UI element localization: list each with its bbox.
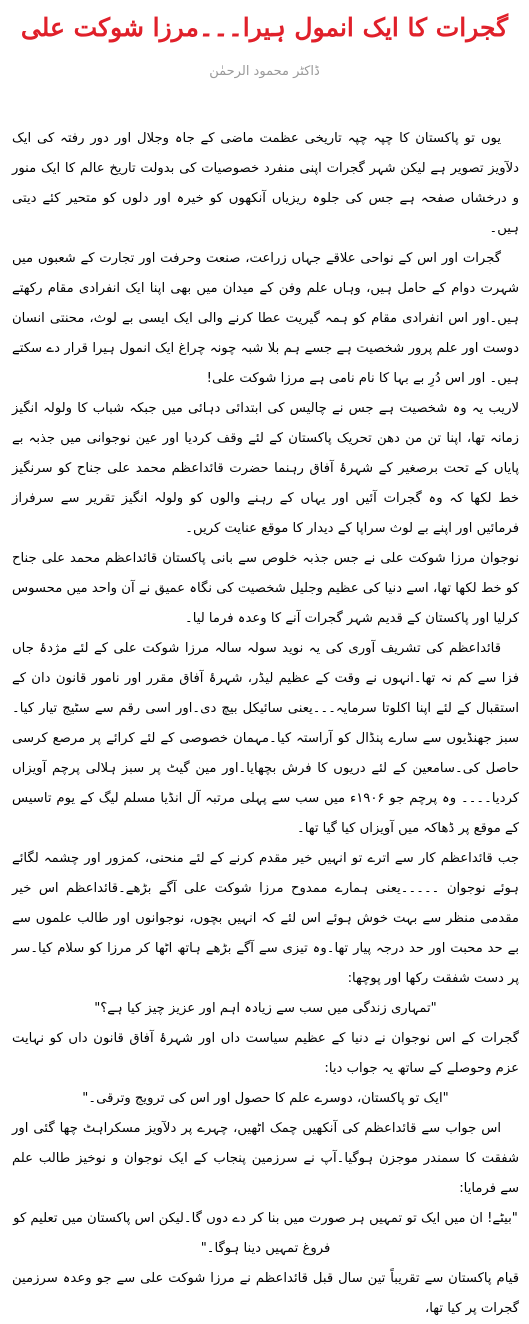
article-paragraph: قیام پاکستان سے تقریباً تین سال قبل قائداعظم نے مرزا شوکت علی سے جو وعدہ سرزمین گجرات پر کیا تھا، xyxy=(12,1271,519,1316)
quote-answer: "ایک تو پاکستان، دوسرے علم کا حصول اور اس کی ترویج وترقی۔" xyxy=(82,1091,449,1106)
article-body xyxy=(12,124,519,1324)
article-paragraph: گجرات کے اس نوجوان نے دنیا کے عظیم سیاست داں اور شہرۂ آفاق قانون داں کو نہایت عزم وحوصلے کے ساتھ یہ جواب دیا: xyxy=(12,1031,519,1076)
author-byline: ڈاکٹر محمود الرحمٰن xyxy=(209,64,320,79)
article-paragraph: یوں تو پاکستان کا چپہ چپہ تاریخی عظمت ماضی کے جاہ وجلال اور دور رفتہ کی ایک دلآویز تصویر ہے لیکن شہر گجرات اپنی منفرد خصوصیات کی بدولت تاریخ عالم کا ایک منور و درخشاں صفحہ ہے جس کی جلوہ ریزیاں آنکھوں کو خیرہ اور دلوں کو متحیر کئے دیتی ہیں۔ xyxy=(12,131,519,236)
article-paragraph: نوجوان مرزا شوکت علی نے جس جذبہ خلوص سے بانی پاکستان قائداعظم محمد علی جناح کو خط لکھا تھا، اسے دنیا کی عظیم وجلیل شخصیت کی نگاہ عمیق نے آن واحد میں محسوس کرلیا اور پاکستان کے قدیم شہر گجرات آنے کا وعدہ فرما لیا۔ xyxy=(12,551,519,626)
article-paragraph: قائداعظم کی تشریف آوری کی یہ نوید سولہ سالہ مرزا شوکت علی کے لئے مژدۂ جاں فزا سے کم نہ تھا۔انہوں نے وقت کے عظیم لیڈر، شہرۂ آفاق مقرر اور نامور قانون دان کے استقبال کے لئے اپنا اکلوتا سرمایہ۔۔۔یعنی سائیکل بیچ دی۔اور اسی رقم سے سٹیج تیار کیا۔سبز جھنڈیوں سے سارے پنڈال کو آراستہ کیا۔مہمان خصوصی کے لئے کرائے پر مرصع کرسی حاصل کی۔سامعین کے لئے دریوں کا فرش بچھایا۔اور مین گیٹ پر سبز ہلالی پرچم آویزاں کردیا۔۔۔۔ وہ پرچم جو ۱۹۰۶ء میں سب سے پہلی مرتبہ آل انڈیا مسلم لیگ کے یوم تاسیس کے موقع پر ڈھاکہ میں آویزاں کیا گیا تھا۔ xyxy=(12,641,519,836)
quote-promise: "بیٹے! ان میں ایک تو تمہیں ہر صورت میں بنا کر دے دوں گا۔لیکن اس پاکستان میں تعلیم کو فروغ تمہیں دینا ہوگا۔" xyxy=(13,1211,518,1256)
article-paragraph: اس جواب سے قائداعظم کی آنکھیں چمک اٹھیں، چہرے پر دلآویز مسکراہٹ چھا گئی اور شفقت کا سمندر موجزن ہوگیا۔آپ نے سرزمین پنجاب کے ایک نوجوان و نوخیز طالب علم سے فرمایا: xyxy=(12,1121,519,1196)
article-paragraph: لاریب یہ وہ شخصیت ہے جس نے چالیس کی ابتدائی دہائی میں جبکہ شباب کا ولولہ انگیز زمانہ تھا، اپنا تن من دھن تحریک پاکستان کے لئے وقف کردیا اور عین نوجوانی میں جذبہ بے پایاں کے تحت برصغیر کے شہرۂ آفاق رہنما حضرت قائداعظم محمد علی جناح کو سرنگیز خط لکھا کہ وہ گجرات آئیں اور یہاں کے رہنے والوں کو ولولہ انگیز تقریر سے سرفراز فرمائیں اور اپنے بے لوث سراپا کے دیدار کا موقع عنایت کریں۔ xyxy=(12,401,519,536)
article-paragraph: جب قائداعظم کار سے اترے تو انہیں خیر مقدم کرنے کے لئے منحنی، کمزور اور چشمہ لگائے ہوئے نوجوان ۔۔۔۔۔یعنی ہمارے ممدوح مرزا شوکت علی آگے بڑھے۔قائداعظم اس خیر مقدمی منظر سے بہت خوش ہوئے اس لئے کہ انہیں بچوں، نوجوانوں اور طالب علموں سے بے حد محبت اور حد درجہ پیار تھا۔وہ تیزی سے آگے بڑھے ہاتھ اٹھا کر مرزا کو سلام کیا۔سر پر دست شفقت رکھا اور پوچھا: xyxy=(12,851,519,986)
article-paragraph: گجرات اور اس کے نواحی علاقے جہاں زراعت، صنعت وحرفت اور تجارت کے شعبوں میں شہرت دوام کے حامل ہیں، وہاں علم وفن کے میدان میں بھی اپنا ایک انفرادی مقام رکھتے ہیں۔اور اس انفرادی مقام کو ہمہ گیریت عطا کرنے والی ایک ایسی بے لوث، محنتی انسان دوست اور علم پرور شخصیت ہے جسے ہم بلا شبہ چونہ چراغ ایک انمول ہیرا قرار دے سکتے ہیں۔ اور اس دُرِ بے بہا کا نام نامی ہے مرزا شوکت علی! xyxy=(12,251,519,386)
article-title: گجرات کا ایک انمول ہیرا۔۔۔مرزا شوکت علی xyxy=(20,13,509,42)
quote-question: "تمہاری زندگی میں سب سے زیادہ اہم اور عزیز چیز کیا ہے؟" xyxy=(94,1001,437,1016)
